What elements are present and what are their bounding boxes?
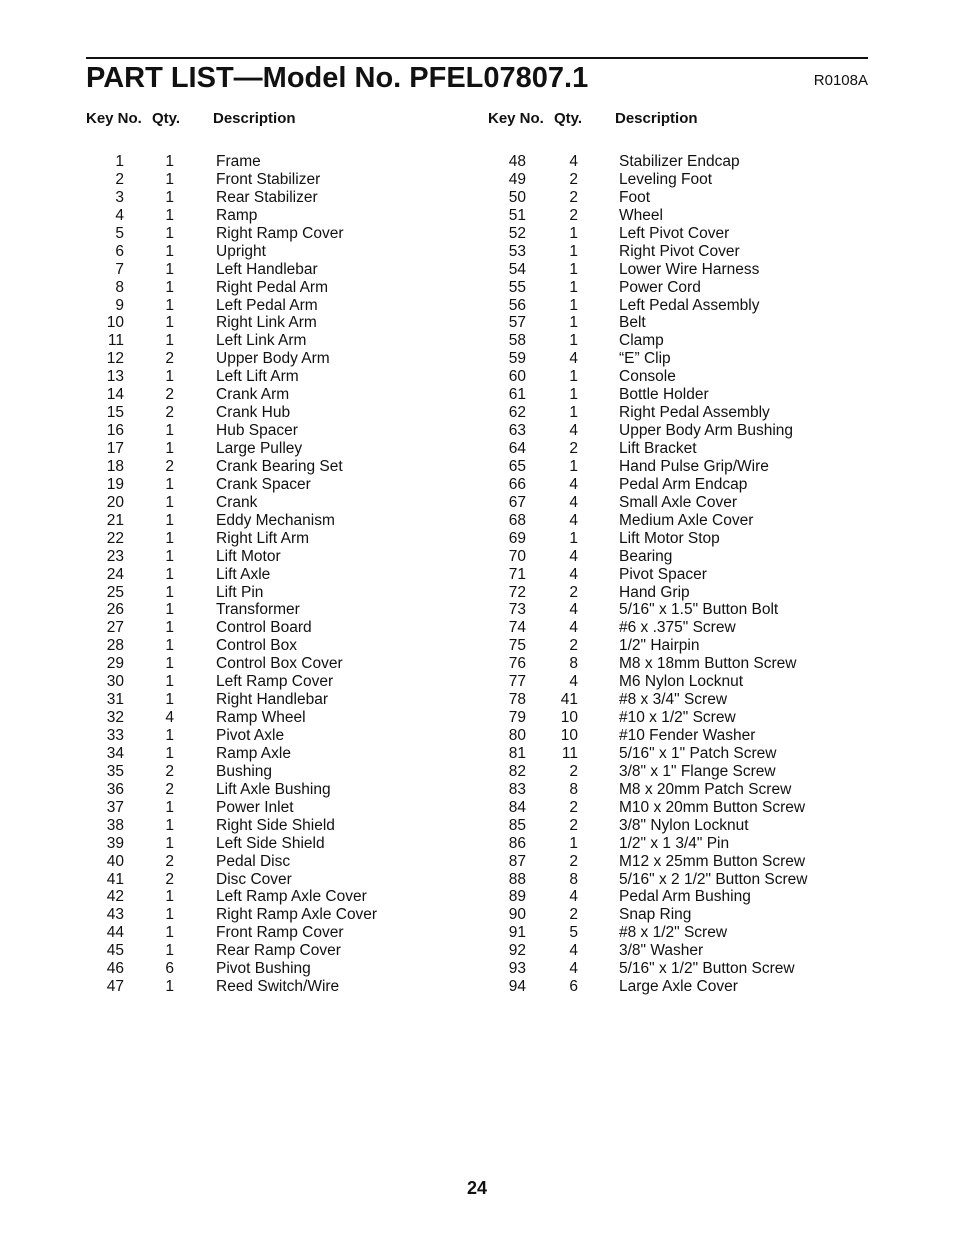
part-description: Left Lift Arm <box>216 368 299 386</box>
key-number: 27 <box>106 619 124 637</box>
key-number: 61 <box>508 386 526 404</box>
part-description: Right Ramp Cover <box>216 224 344 242</box>
part-description: Pivot Spacer <box>619 565 707 583</box>
part-description: M6 Nylon Locknut <box>619 673 744 691</box>
quantity: 2 <box>569 852 578 870</box>
part-description: Left Ramp Cover <box>216 673 334 691</box>
part-description: 1/2" Hairpin <box>619 637 700 655</box>
key-number: 89 <box>508 888 526 906</box>
part-description: Crank Bearing Set <box>216 457 343 475</box>
part-description: Right Link Arm <box>216 314 317 332</box>
quantity: 2 <box>569 762 578 780</box>
part-description: Power Inlet <box>216 798 294 816</box>
key-number: 83 <box>508 780 526 798</box>
quantity: 1 <box>165 816 174 834</box>
quantity: 1 <box>569 529 578 547</box>
column-header-key-right: Key No. <box>488 110 544 127</box>
title-rule <box>86 57 868 59</box>
key-number: 19 <box>106 475 124 493</box>
key-number: 92 <box>508 942 526 960</box>
part-description: Lift Axle Bushing <box>216 780 331 798</box>
quantity: 1 <box>165 888 174 906</box>
quantity: 10 <box>560 727 578 744</box>
part-description: Ramp Axle <box>216 744 291 762</box>
key-number: 29 <box>106 655 124 673</box>
quantity: 2 <box>569 170 578 188</box>
part-description: 5/16" x 2 1/2" Button Screw <box>619 870 808 888</box>
quantity: 1 <box>569 368 578 386</box>
part-description: Pedal Arm Bushing <box>619 888 751 906</box>
column-header-description-left: Description <box>213 110 296 127</box>
part-description: Large Axle Cover <box>619 978 738 996</box>
quantity: 1 <box>569 386 578 404</box>
key-number: 15 <box>106 404 124 422</box>
key-number: 76 <box>508 655 526 673</box>
part-description: Crank Spacer <box>216 475 311 493</box>
part-description: Left Handlebar <box>216 260 318 278</box>
part-description: Reed Switch/Wire <box>216 978 340 996</box>
part-description: Upper Body Arm <box>216 350 330 368</box>
part-description: Eddy Mechanism <box>216 511 335 529</box>
key-number: 48 <box>508 153 526 170</box>
key-number: 66 <box>508 475 526 493</box>
quantity: 1 <box>165 834 174 852</box>
key-number: 55 <box>508 278 526 296</box>
part-description: M8 x 20mm Patch Screw <box>619 780 792 798</box>
quantity: 2 <box>165 386 174 404</box>
key-number: 64 <box>508 440 526 457</box>
quantity: 1 <box>569 834 578 852</box>
quantity: 2 <box>569 206 578 224</box>
key-number: 22 <box>106 529 124 547</box>
key-number: 1 <box>115 153 124 170</box>
quantity: 2 <box>569 637 578 655</box>
quantity: 1 <box>569 296 578 314</box>
part-description: M8 x 18mm Button Screw <box>619 655 797 673</box>
key-number: 26 <box>106 601 124 619</box>
document-code: R0108A <box>813 72 868 89</box>
part-description: Pedal Disc <box>216 852 291 870</box>
part-description: #10 Fender Washer <box>619 727 756 744</box>
key-number: 14 <box>106 386 124 404</box>
key-number: 13 <box>106 368 124 386</box>
quantity: 1 <box>165 188 174 206</box>
part-description: Left Ramp Axle Cover <box>216 888 367 906</box>
quantity: 2 <box>165 780 174 798</box>
key-number: 38 <box>106 816 124 834</box>
key-number: 10 <box>106 314 124 332</box>
quantity: 1 <box>165 727 174 744</box>
key-number: 24 <box>106 565 124 583</box>
key-number: 70 <box>508 547 526 565</box>
quantity: 1 <box>165 332 174 350</box>
part-description: Ramp Wheel <box>216 709 306 727</box>
part-description: Lift Pin <box>216 583 264 601</box>
part-description: Right Side Shield <box>216 816 335 834</box>
quantity: 1 <box>165 206 174 224</box>
part-description: Crank Arm <box>216 386 290 404</box>
key-number: 6 <box>115 242 124 260</box>
key-number: 84 <box>508 798 526 816</box>
quantity: 4 <box>569 511 578 529</box>
quantity: 1 <box>165 547 174 565</box>
quantity: 1 <box>165 170 174 188</box>
quantity: 1 <box>165 601 174 619</box>
quantity: 1 <box>569 314 578 332</box>
quantity: 1 <box>165 978 174 996</box>
part-description: Wheel <box>619 206 663 224</box>
part-description: Bushing <box>216 762 273 780</box>
quantity: 4 <box>569 475 578 493</box>
part-description: #10 x 1/2" Screw <box>619 709 736 727</box>
key-number: 71 <box>508 565 526 583</box>
key-number: 42 <box>106 888 124 906</box>
part-description: 3/8" Nylon Locknut <box>619 816 749 834</box>
quantity: 8 <box>569 870 578 888</box>
part-description: Upright <box>216 242 266 260</box>
quantity: 8 <box>569 780 578 798</box>
key-number: 63 <box>508 422 526 440</box>
quantity: 2 <box>569 188 578 206</box>
quantity: 4 <box>569 960 578 978</box>
key-number: 44 <box>106 924 124 942</box>
quantity: 4 <box>569 619 578 637</box>
part-description: 5/16" x 1" Patch Screw <box>619 744 777 762</box>
quantity: 2 <box>165 404 174 422</box>
quantity: 1 <box>569 278 578 296</box>
key-number: 49 <box>508 170 526 188</box>
key-number: 90 <box>508 906 526 924</box>
key-number: 94 <box>508 978 526 996</box>
quantity: 1 <box>569 242 578 260</box>
part-description: Left Side Shield <box>216 834 325 852</box>
key-number: 58 <box>508 332 526 350</box>
part-description: Control Box <box>216 637 297 655</box>
part-description: Hand Pulse Grip/Wire <box>619 457 769 475</box>
part-description: Pivot Axle <box>216 727 285 744</box>
part-description: 5/16" x 1.5" Button Bolt <box>619 601 779 619</box>
key-number: 17 <box>106 440 124 457</box>
quantity: 4 <box>569 350 578 368</box>
key-number: 93 <box>508 960 526 978</box>
part-description: Crank Hub <box>216 404 291 422</box>
quantity: 1 <box>165 655 174 673</box>
part-description: Stabilizer Endcap <box>619 153 740 170</box>
quantity: 1 <box>165 924 174 942</box>
key-number: 28 <box>106 637 124 655</box>
quantity: 41 <box>560 691 578 709</box>
part-description: Right Handlebar <box>216 691 329 709</box>
part-description: Foot <box>619 188 651 206</box>
part-description: Small Axle Cover <box>619 493 738 511</box>
part-description: Pivot Bushing <box>216 960 311 978</box>
part-description: Right Pivot Cover <box>619 242 740 260</box>
key-number: 16 <box>106 422 124 440</box>
quantity: 1 <box>165 619 174 637</box>
quantity: 1 <box>569 404 578 422</box>
quantity: 1 <box>165 637 174 655</box>
part-description: Power Cord <box>619 278 701 296</box>
key-number: 21 <box>106 511 124 529</box>
key-number: 67 <box>508 493 526 511</box>
quantity: 4 <box>165 709 174 727</box>
quantity: 1 <box>165 224 174 242</box>
quantity: 2 <box>569 440 578 457</box>
key-number: 88 <box>508 870 526 888</box>
part-description: Front Ramp Cover <box>216 924 344 942</box>
part-description: 3/8" Washer <box>619 942 704 960</box>
part-description: Control Box Cover <box>216 655 343 673</box>
quantity: 4 <box>569 888 578 906</box>
page-title: PART LIST—Model No. PFEL07807.1 <box>86 62 589 94</box>
part-description: Right Pedal Arm <box>216 278 328 296</box>
part-description: #8 x 3/4" Screw <box>619 691 728 709</box>
part-description: #6 x .375" Screw <box>619 619 736 637</box>
key-number: 51 <box>508 206 526 224</box>
key-number: 34 <box>106 744 124 762</box>
column-header-key-left: Key No. <box>86 110 142 127</box>
part-description: Rear Stabilizer <box>216 188 318 206</box>
key-number: 69 <box>508 529 526 547</box>
part-description: #8 x 1/2" Screw <box>619 924 728 942</box>
quantity: 1 <box>165 278 174 296</box>
quantity: 4 <box>569 565 578 583</box>
part-description: Left Link Arm <box>216 332 307 350</box>
part-description: Ramp <box>216 206 258 224</box>
quantity: 1 <box>165 493 174 511</box>
key-number: 35 <box>106 762 124 780</box>
quantity: 1 <box>165 583 174 601</box>
part-description: Right Ramp Axle Cover <box>216 906 378 924</box>
key-number: 74 <box>508 619 526 637</box>
key-number: 46 <box>106 960 124 978</box>
quantity: 1 <box>165 422 174 440</box>
quantity: 1 <box>165 260 174 278</box>
key-number: 81 <box>508 744 526 762</box>
part-description: Lower Wire Harness <box>619 260 760 278</box>
quantity: 1 <box>569 224 578 242</box>
quantity: 1 <box>165 691 174 709</box>
key-number: 57 <box>508 314 526 332</box>
quantity: 1 <box>569 457 578 475</box>
quantity: 4 <box>569 422 578 440</box>
quantity: 2 <box>569 816 578 834</box>
key-number: 33 <box>106 727 124 744</box>
key-number: 68 <box>508 511 526 529</box>
key-number: 36 <box>106 780 124 798</box>
part-description: 3/8" x 1" Flange Screw <box>619 762 776 780</box>
key-number: 62 <box>508 404 526 422</box>
quantity: 2 <box>569 906 578 924</box>
quantity: 1 <box>165 744 174 762</box>
part-description: Large Pulley <box>216 440 303 457</box>
part-description: Pedal Arm Endcap <box>619 475 748 493</box>
part-description: Rear Ramp Cover <box>216 942 341 960</box>
part-description: Medium Axle Cover <box>619 511 754 529</box>
part-description: Lift Bracket <box>619 440 697 457</box>
quantity: 1 <box>165 906 174 924</box>
quantity: 1 <box>165 673 174 691</box>
part-description: Disc Cover <box>216 870 292 888</box>
part-description: Left Pivot Cover <box>619 224 730 242</box>
key-number: 73 <box>508 601 526 619</box>
quantity: 1 <box>165 153 174 170</box>
key-number: 41 <box>106 870 124 888</box>
quantity: 1 <box>165 529 174 547</box>
key-number: 85 <box>508 816 526 834</box>
quantity: 2 <box>165 457 174 475</box>
part-description: Lift Motor Stop <box>619 529 720 547</box>
part-description: Bearing <box>619 547 673 565</box>
key-number: 75 <box>508 637 526 655</box>
key-number: 80 <box>508 727 526 744</box>
key-number: 37 <box>106 798 124 816</box>
quantity: 2 <box>569 798 578 816</box>
quantity: 4 <box>569 601 578 619</box>
part-description: Right Lift Arm <box>216 529 310 547</box>
key-number: 59 <box>508 350 526 368</box>
key-number: 7 <box>115 260 124 278</box>
part-description: Front Stabilizer <box>216 170 321 188</box>
part-description: 5/16" x 1/2" Button Screw <box>619 960 795 978</box>
key-number: 4 <box>115 206 124 224</box>
quantity: 1 <box>165 565 174 583</box>
quantity: 11 <box>561 744 578 762</box>
key-number: 60 <box>508 368 526 386</box>
key-number: 52 <box>508 224 526 242</box>
quantity: 1 <box>165 798 174 816</box>
part-description: “E” Clip <box>619 350 671 368</box>
column-header-description-right: Description <box>615 110 698 127</box>
key-number: 12 <box>106 350 124 368</box>
part-description: Hub Spacer <box>216 422 298 440</box>
key-number: 11 <box>107 332 124 350</box>
key-number: 77 <box>508 673 526 691</box>
quantity: 5 <box>569 924 578 942</box>
key-number: 25 <box>106 583 124 601</box>
key-number: 5 <box>115 224 124 242</box>
quantity: 1 <box>165 314 174 332</box>
key-number: 47 <box>106 978 124 996</box>
quantity: 2 <box>165 350 174 368</box>
part-description: Left Pedal Arm <box>216 296 318 314</box>
part-description: Snap Ring <box>619 906 692 924</box>
key-number: 40 <box>106 852 124 870</box>
key-number: 43 <box>106 906 124 924</box>
quantity: 1 <box>165 511 174 529</box>
part-description: M10 x 20mm Button Screw <box>619 798 806 816</box>
key-number: 23 <box>106 547 124 565</box>
key-number: 65 <box>508 457 526 475</box>
quantity: 4 <box>569 942 578 960</box>
part-description: Bottle Holder <box>619 386 709 404</box>
part-description: Upper Body Arm Bushing <box>619 422 794 440</box>
part-description: Leveling Foot <box>619 170 713 188</box>
key-number: 87 <box>508 852 526 870</box>
key-number: 53 <box>508 242 526 260</box>
key-number: 20 <box>106 493 124 511</box>
quantity: 1 <box>569 332 578 350</box>
quantity: 1 <box>165 440 174 457</box>
key-number: 91 <box>508 924 526 942</box>
quantity: 1 <box>569 260 578 278</box>
key-number: 2 <box>115 170 124 188</box>
quantity: 4 <box>569 493 578 511</box>
page-number: 24 <box>466 1178 488 1198</box>
quantity: 6 <box>569 978 578 996</box>
part-description: Right Pedal Assembly <box>619 404 770 422</box>
part-description: Frame <box>216 153 261 170</box>
part-description: Clamp <box>619 332 664 350</box>
key-number: 32 <box>106 709 124 727</box>
quantity: 8 <box>569 655 578 673</box>
key-number: 18 <box>106 457 124 475</box>
part-description: Left Pedal Assembly <box>619 296 760 314</box>
quantity: 1 <box>165 242 174 260</box>
part-description: Belt <box>619 314 646 332</box>
part-description: 1/2" x 1 3/4" Pin <box>619 834 730 852</box>
column-header-qty-left: Qty. <box>152 110 181 127</box>
part-description: Lift Motor <box>216 547 281 565</box>
part-description: Control Board <box>216 619 312 637</box>
key-number: 72 <box>508 583 526 601</box>
key-number: 56 <box>508 296 526 314</box>
quantity: 1 <box>165 296 174 314</box>
part-description: Console <box>619 368 676 386</box>
key-number: 9 <box>115 296 124 314</box>
quantity: 4 <box>569 153 578 170</box>
column-header-qty-right: Qty. <box>554 110 583 127</box>
quantity: 10 <box>560 709 578 727</box>
part-description: Hand Grip <box>619 583 690 601</box>
key-number: 86 <box>508 834 526 852</box>
quantity: 2 <box>165 762 174 780</box>
key-number: 79 <box>508 709 526 727</box>
quantity: 1 <box>165 368 174 386</box>
quantity: 4 <box>569 673 578 691</box>
quantity: 1 <box>165 942 174 960</box>
quantity: 2 <box>165 852 174 870</box>
key-number: 8 <box>115 278 124 296</box>
key-number: 39 <box>106 834 124 852</box>
quantity: 4 <box>569 547 578 565</box>
key-number: 30 <box>106 673 124 691</box>
key-number: 54 <box>508 260 526 278</box>
part-description: Lift Axle <box>216 565 271 583</box>
key-number: 3 <box>115 188 124 206</box>
key-number: 50 <box>508 188 526 206</box>
quantity: 2 <box>569 583 578 601</box>
part-description: Transformer <box>216 601 300 619</box>
key-number: 78 <box>508 691 526 709</box>
quantity: 2 <box>165 870 174 888</box>
part-description: M12 x 25mm Button Screw <box>619 852 806 870</box>
key-number: 31 <box>106 691 124 709</box>
part-description: Crank <box>216 493 258 511</box>
quantity: 1 <box>165 475 174 493</box>
key-number: 45 <box>106 942 124 960</box>
key-number: 82 <box>508 762 526 780</box>
quantity: 6 <box>165 960 174 978</box>
